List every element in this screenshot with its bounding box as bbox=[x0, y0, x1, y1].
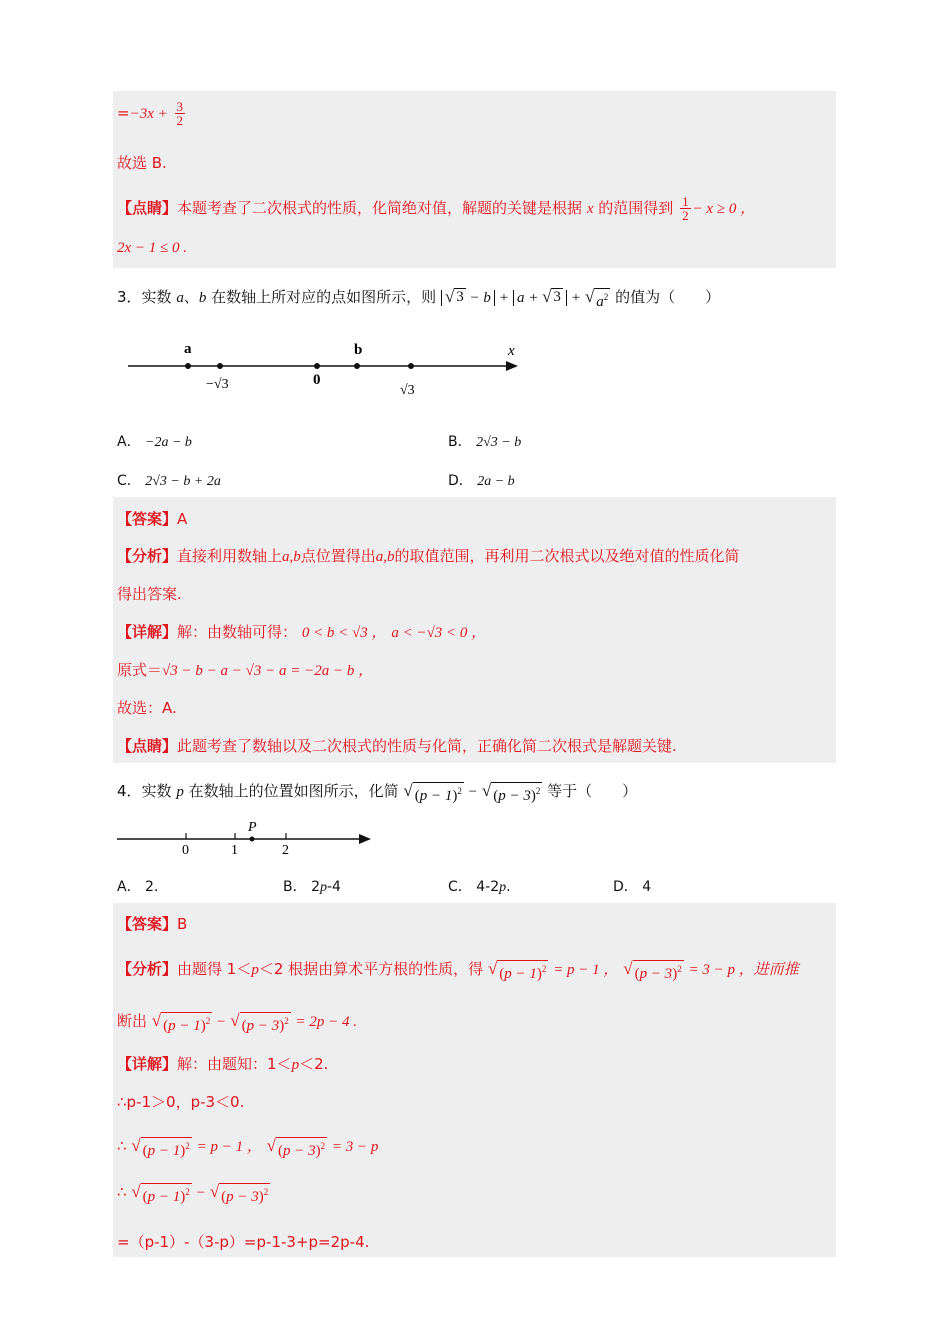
step-line-1: ∴p-1＞0，p-3＜0. bbox=[117, 1093, 245, 1111]
option-a[interactable]: A． −2a − b bbox=[117, 434, 192, 450]
point-a bbox=[185, 363, 191, 369]
sqrt-expr: √ $(p - 1)^2$ bbox=[403, 781, 462, 804]
eq-line: =−3x + $\frac{3}{2}$ bbox=[117, 99, 184, 128]
label-x: x bbox=[508, 343, 515, 359]
point-line: 【点睛】本题考查了二次根式的性质，化简绝对值，解题的关键是根据 x 的范围得到 $\frac{1}{2}$ − x ≥ 0 ， bbox=[117, 194, 756, 223]
step-line-4: =（p-1）-（3-p）=p-1-3+p=2p-4. bbox=[117, 1233, 370, 1251]
tick-2: 2 bbox=[282, 843, 289, 858]
sqrt-expr: √ $a^2$ bbox=[584, 287, 609, 310]
tick-0: 0 bbox=[182, 843, 189, 858]
fraction: $\frac{3}{2}$ bbox=[176, 99, 184, 128]
option-c[interactable]: C． 4-2p. bbox=[448, 879, 511, 895]
label-p: P bbox=[248, 820, 257, 835]
analysis-line: 【分析】直接利用数轴上a,b点位置得出a,b的取值范围，再利用二次根式以及绝对值的性质化简 bbox=[117, 547, 740, 565]
point-p bbox=[250, 837, 255, 842]
sqrt-expr: √ $(p - 3)^2$ bbox=[481, 781, 541, 804]
point-line: 【点睛】此题考查了数轴以及二次根式的性质与化简，正确化简二次根式是解题关键. bbox=[117, 737, 677, 755]
analysis-line: 【分析】由题得 1＜p＜2 根据由算术平方根的性质，得 √ $(p - 1)^2$ = p − 1 ， √ $(p - 3)^2$ = 3 − p ，进而推 bbox=[117, 959, 799, 982]
label-b: b bbox=[354, 342, 363, 358]
step-line-3: ∴ √ $(p - 1)^2$ − √ $(p - 3)^2$ bbox=[117, 1182, 269, 1205]
point-b bbox=[354, 363, 360, 369]
original-expr-line: 原式＝√3 − b − a − √3 − a = −2a − b ， bbox=[117, 661, 374, 679]
option-b[interactable]: B． 2p-4 bbox=[283, 879, 341, 895]
question-3: 3．实数 a、b 在数轴上所对应的点如图所示，则 √ 3 − b + a + √ 3 + √ $a^2$ 的值为（ ） bbox=[117, 287, 721, 310]
option-b[interactable]: B． 2√3 − b bbox=[448, 434, 522, 450]
point-zero bbox=[314, 363, 320, 369]
tick-neg-sqrt3: −√3 bbox=[206, 377, 229, 392]
fraction: $\frac{1}{2}$ bbox=[682, 194, 689, 223]
point-neg-sqrt3 bbox=[217, 363, 223, 369]
option-c[interactable]: C． 2√3 − b + 2a bbox=[117, 473, 221, 489]
number-line-q3 bbox=[120, 335, 530, 405]
analysis-line-2: 断出 √ $(p - 1)^2$ − √ $(p - 3)^2$ = 2p − 4 . bbox=[117, 1011, 358, 1034]
detail-line: 【详解】解：由题知：1＜p＜2. bbox=[117, 1055, 329, 1073]
question-4: 4．实数 p 在数轴上的位置如图所示，化简 √ $(p - 1)^2$ − √ $(p - 3)^2$ 等于（ ） bbox=[117, 781, 638, 804]
option-d[interactable]: D． 4 bbox=[613, 879, 652, 895]
point-sqrt3 bbox=[408, 363, 414, 369]
answer-line: 【答案】A bbox=[117, 510, 188, 528]
answer-line: 【答案】B bbox=[117, 915, 188, 933]
abs-expr: a + √ 3 bbox=[513, 290, 567, 306]
solution-block-q2 bbox=[113, 91, 836, 268]
label-a: a bbox=[184, 341, 192, 357]
step-line-2: ∴ √ $(p - 1)^2$ = p − 1 ， √ $(p - 3)^2$ = 3 − p bbox=[117, 1136, 379, 1159]
option-d[interactable]: D． 2a − b bbox=[448, 473, 515, 489]
detail-line: 【详解】解：由数轴可得： 0 < b < √3 ， a < −√3 < 0 ， bbox=[117, 623, 487, 641]
analysis-line-2: 得出答案. bbox=[117, 585, 182, 603]
choose-line: 故选 B. bbox=[117, 154, 167, 172]
tick-zero: 0 bbox=[313, 372, 321, 388]
choose-line: 故选：A. bbox=[117, 699, 177, 717]
option-a[interactable]: A． 2． bbox=[117, 879, 168, 895]
condition-line: 2x − 1 ≤ 0 . bbox=[117, 240, 188, 256]
tick-1: 1 bbox=[231, 843, 238, 858]
abs-expr: √ 3 − b bbox=[441, 290, 495, 306]
number-line-q4 bbox=[115, 815, 380, 860]
tick-sqrt3: √3 bbox=[400, 383, 415, 398]
